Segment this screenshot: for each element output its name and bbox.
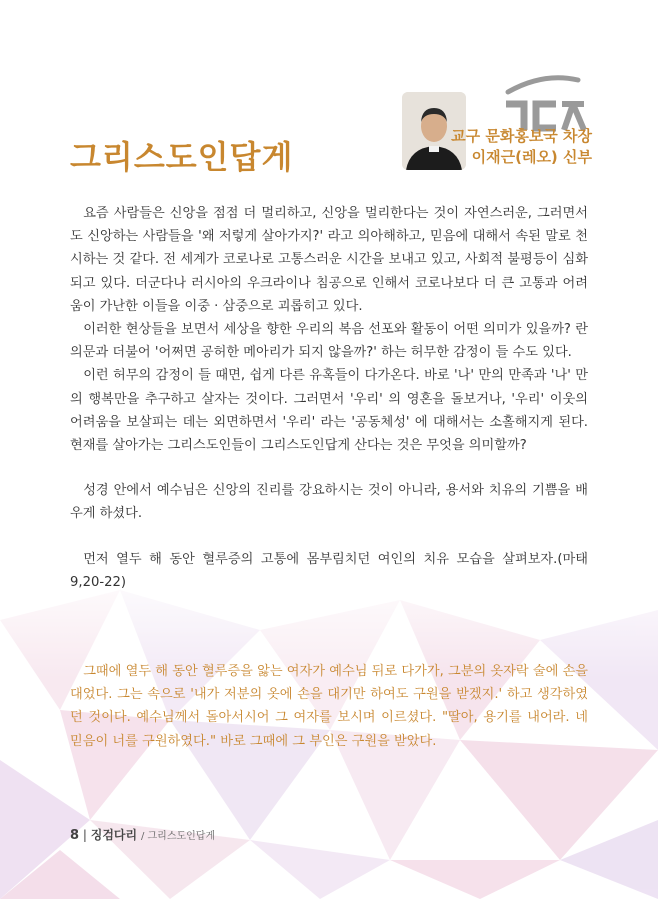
magazine-name: 징검다리	[90, 828, 138, 842]
body-paragraph: 먼저 열두 해 동안 혈루증의 고통에 몸부림치던 여인의 치유 모습을 살펴보자.(마태 9,20-22)	[70, 551, 588, 590]
page-footer	[70, 826, 215, 843]
author-name: 이재근(레오) 신부	[471, 148, 592, 166]
footer-separator: |	[82, 828, 87, 842]
article-body	[70, 202, 588, 594]
scripture-quote	[70, 660, 588, 753]
author-info	[451, 126, 592, 168]
page-number: 8	[70, 828, 80, 843]
body-paragraph: 이런 허무의 감정이 들 때면, 쉽게 다른 유혹들이 다가온다. 바로 '나' 만의 만족과 '나' 만의 행복만을 추구하고 살자는 것이다. 그러면서 '우리' 의 영혼을 돌보거나, '우리' 이웃의 어려움을 보살피는 데는 외면하면서 '우리' 라는 '공동체성' 에 대해서는 소홀해지게 된다. 현재를 살아가는 그리스도인들이 그리스도인답게 산다는 것은 무엇을 의미할까?	[70, 368, 588, 454]
article-title: 그리스도인답게	[70, 138, 294, 176]
body-paragraph: 성경 안에서 예수님은 신앙의 진리를 강요하시는 것이 아니라, 용서와 치유의 기쁨을 배우게 하셨다.	[70, 483, 588, 522]
quote-text: 그때에 열두 해 동안 혈루증을 앓는 여자가 예수님 뒤로 다가가, 그분의 옷자락 술에 손을 대었다. 그는 속으로 '내가 저분의 옷에 손을 대기만 하여도 구원을 받겠지.' 하고 생각하였던 것이다. 예수님께서 돌아서시어 그 여자를 보시며 이르셨다. "딸아, 용기를 내어라. 네 믿음이 너를 구원하였다." 바로 그때에 그 부인은 구원을 받았다.	[70, 664, 588, 749]
body-paragraph: 이러한 현상들을 보면서 세상을 향한 우리의 복음 선포와 활동이 어떤 의미가 있을까? 란 의문과 더불어 '어쩌면 공허한 메아리가 되지 않을까?' 하는 허무한 감정이 들 수도 있다.	[70, 322, 588, 361]
body-paragraph: 요즘 사람들은 신앙을 점점 더 멀리하고, 신앙을 멀리한다는 것이 자연스러운, 그러면서도 신앙하는 사람들을 '왜 저렇게 살아가지?' 라고 의아해하고, 믿음에 대해서 속된 말로 천시하는 것 같다. 전 세계가 코로나로 고통스러운 시간을 보내고 있고, 사회적 불평등이 심화되고 있다. 더군다나 러시아의 우크라이나 침공으로 인해서 코로나보다 더 큰 고통과 어려움이 가난한 이들을 이중 · 삼중으로 괴롭히고 있다.	[70, 206, 588, 314]
author-role: 교구 문화홍보국 차장	[451, 127, 592, 145]
section-name: / 그리스도인답게	[140, 831, 216, 842]
